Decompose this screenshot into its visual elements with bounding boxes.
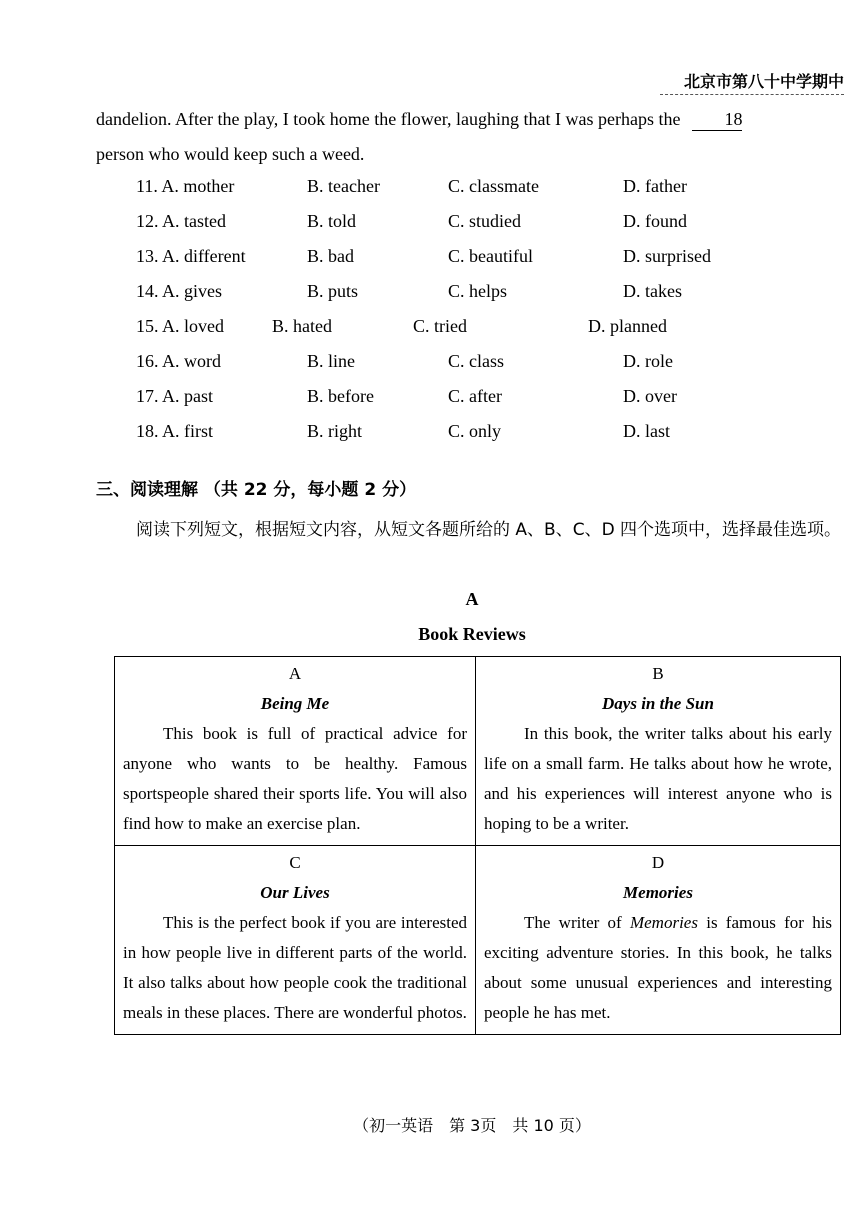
review-body-end: is famous for his exciting adventure stories. In this book, he talks about some unusual experiences and interesting people he has met. (484, 913, 833, 1022)
option-d: D. found (623, 211, 687, 231)
table-row (115, 657, 841, 846)
option-c: C. after (448, 386, 502, 406)
review-cell-d (476, 846, 841, 1035)
option-c: C. beautiful (448, 246, 533, 266)
review-letter: B (652, 664, 664, 683)
option-c: C. studied (448, 211, 522, 231)
review-title: Days in the Sun (602, 694, 714, 713)
option-c: C. tried (413, 316, 467, 336)
option-b: B. bad (307, 246, 354, 266)
review-body: In this book, the writer talks about his early life on a small farm. He talks about how he wrote, and his experiences will interest anyone who is hoping to be a writer. (484, 724, 832, 833)
table-row (115, 846, 841, 1035)
option-b: B. right (307, 421, 363, 441)
review-letter: C (289, 853, 301, 872)
option-a: 11. A. mother (136, 176, 235, 196)
option-d: D. planned (588, 316, 667, 336)
option-d: D. last (623, 421, 670, 441)
option-c: C. classmate (448, 176, 539, 196)
section-3-instructions: 阅读下列短文，根据短文内容，从短文各题所给的 A、B、C、D 四个选项中，选择最佳选项。 (136, 520, 842, 540)
cloze-continuation (96, 102, 848, 172)
review-cell-b (476, 657, 841, 846)
option-c: C. only (448, 421, 502, 441)
option-b: B. line (307, 351, 355, 371)
option-b: B. before (307, 386, 374, 406)
continuation-line-1: dandelion. After the play, I took home the flower, laughing that I was perhaps the (96, 109, 681, 129)
option-d: D. over (623, 386, 677, 406)
review-cell-c (115, 846, 476, 1035)
blank-18: 18 (692, 108, 742, 131)
review-book-name: Memories (629, 913, 698, 932)
passage-label: A (465, 589, 479, 609)
book-reviews-table (114, 656, 841, 1035)
review-body (484, 908, 832, 1028)
section-3-title: 三、阅读理解 （共 22 分，每小题 2 分） (96, 480, 417, 500)
review-letter: D (651, 853, 665, 872)
review-title: Memories (623, 883, 693, 902)
review-body: This is the perfect book if you are interested in how people live in different parts of the world. It also talks about how people cook the traditional meals in these places. There are wonderful photos. (123, 913, 467, 1022)
option-b: B. puts (307, 281, 359, 301)
passage-title: Book Reviews (418, 624, 526, 644)
page-footer: （初一英语 第 3页 共 10 页） (353, 1116, 591, 1135)
review-cell-a (115, 657, 476, 846)
review-letter: A (288, 664, 302, 683)
option-d: D. takes (623, 281, 682, 301)
option-a: 14. A. gives (136, 281, 223, 301)
option-b: B. hated (272, 316, 332, 336)
option-a: 15. A. loved (136, 316, 224, 336)
school-name: 北京市第八十中学期中 (660, 70, 844, 95)
review-title: Being Me (260, 694, 330, 713)
review-body-start: The writer of (524, 913, 622, 932)
option-a: 18. A. first (136, 421, 214, 441)
option-a: 12. A. tasted (136, 211, 226, 231)
school-header (660, 70, 860, 100)
option-d: D. role (623, 351, 673, 371)
review-title: Our Lives (260, 883, 330, 902)
continuation-line-2: person who would keep such a weed. (96, 144, 365, 164)
option-c: C. helps (448, 281, 508, 301)
option-a: 17. A. past (136, 386, 214, 406)
option-a: 13. A. different (136, 246, 246, 266)
review-body: This book is full of practical advice for anyone who wants to be healthy. Famous sportspeople shared their sports life. You will also find how to make an exercise plan. (123, 724, 467, 833)
option-d: D. surprised (623, 246, 711, 266)
option-b: B. told (307, 211, 357, 231)
option-b: B. teacher (307, 176, 380, 196)
option-c: C. class (448, 351, 504, 371)
option-d: D. father (623, 176, 687, 196)
option-a: 16. A. word (136, 351, 221, 371)
